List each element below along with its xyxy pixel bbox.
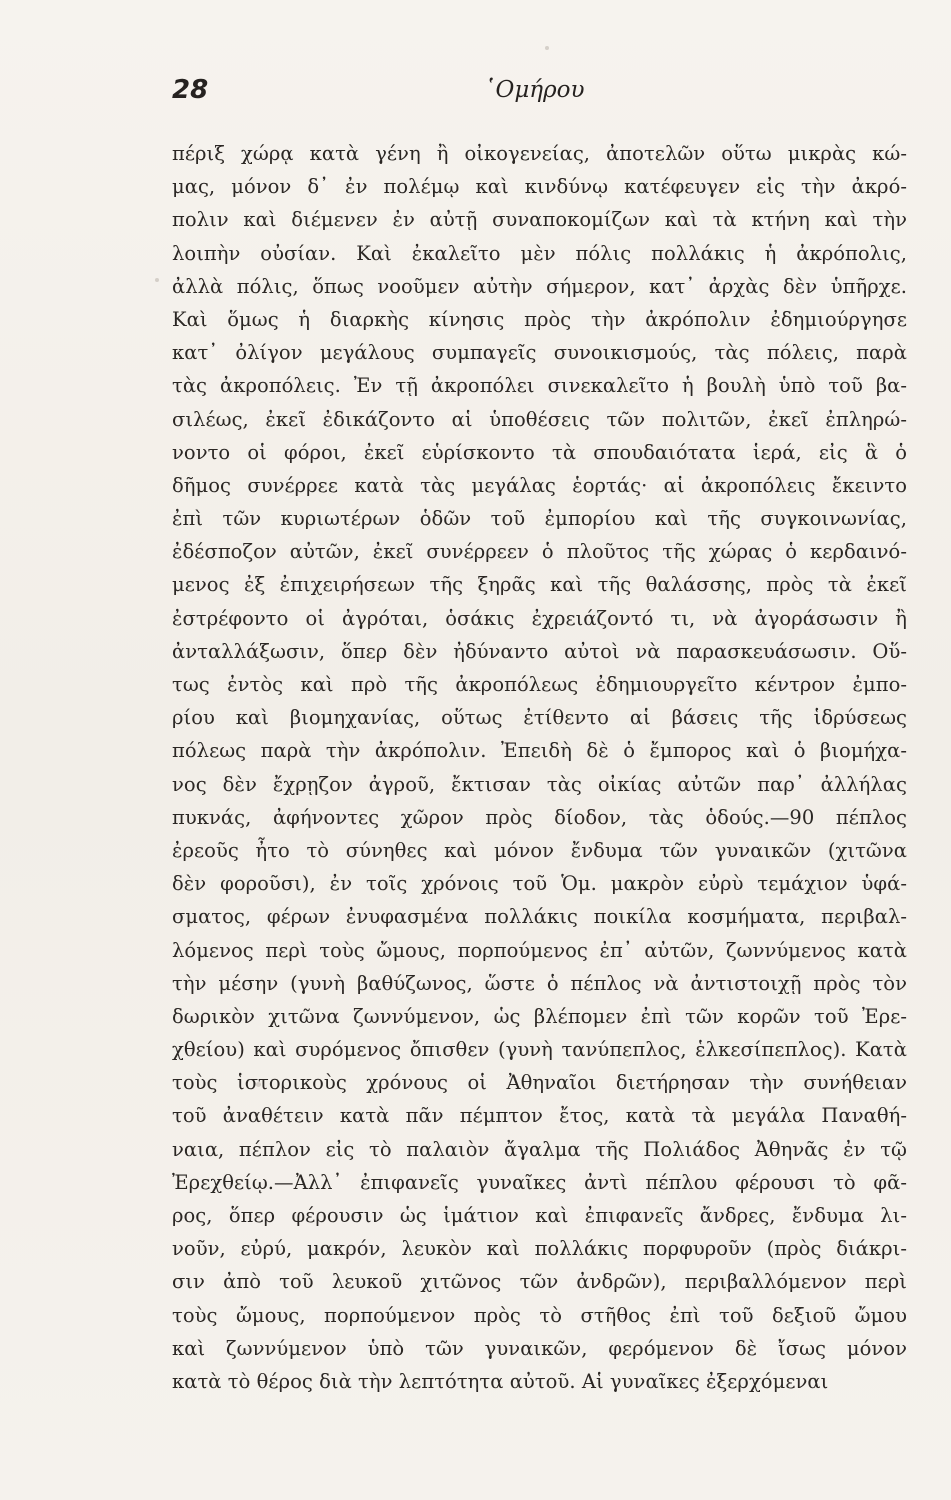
text-line: ρος, ὅπερ φέρουσιν ὡς ἱμάτιον καὶ ἐπιφανεῖς ἄνδρες, ἔνδυμα λι- xyxy=(172,1204,907,1227)
text-line: νοντο οἱ φόροι, ἐκεῖ εὑρίσκοντο τὰ σπουδαιότατα ἱερά, εἰς ἃ ὁ xyxy=(172,440,907,464)
text-line: ἐδέσποζον αὐτῶν, ἐκεῖ συνέρρεεν ὁ πλοῦτος τῆς χώρας ὁ κερδαινό- xyxy=(172,540,907,564)
text-line: νος δὲν ἔχρῃζον ἀγροῦ, ἔκτισαν τὰς οἰκίας αὐτῶν παρ᾽ ἀλλήλας xyxy=(172,772,907,796)
text-line: κατ᾽ ὀλίγον μεγάλους συμπαγεῖς συνοικισμούς, τὰς πόλεις, παρὰ xyxy=(172,341,907,365)
text-line: ἐπὶ τῶν κυριωτέρων ὁδῶν τοῦ ἐμπορίου καὶ τῆς συγκοινωνίας, xyxy=(172,507,907,531)
text-line: ἀλλὰ πόλις, ὅπως νοοῦμεν αὐτὴν σήμερον, κατ᾽ ἀρχὰς δὲν ὑπῆρχε. xyxy=(172,274,907,298)
text-line: τοὺς ὤμους, πορπούμενον πρὸς τὸ στῆθος ἐπὶ τοῦ δεξιοῦ ὤμου xyxy=(172,1303,907,1327)
text-line: σματος, φέρων ἐνυφασμένα πολλάκις ποικίλα κοσμήματα, περιβαλ- xyxy=(172,905,907,929)
text-line: χθείου) καὶ συρόμενος ὄπισθεν (γυνὴ τανύπεπλος, ἑλκεσίπεπλος). Κατὰ xyxy=(172,1038,907,1062)
text-line: τως ἐντὸς καὶ πρὸ τῆς ἀκροπόλεως ἐδημιουργεῖτο κέντρον ἐμπο- xyxy=(172,673,907,696)
text-line: νοῦν, εὐρύ, μακρόν, λευκὸν καὶ πολλάκις πορφυροῦν (πρὸς διάκρι- xyxy=(172,1237,907,1261)
text-line: Καὶ ὅμως ἡ διαρκὴς κίνησις πρὸς τὴν ἀκρόπολιν ἐδημιούργησε xyxy=(172,307,907,331)
body-text xyxy=(172,137,907,1398)
page-number: 28 xyxy=(172,75,209,105)
page-header xyxy=(172,72,907,112)
text-line: ἐρεοῦς ἦτο τὸ σύνηθες καὶ μόνον ἔνδυμα τῶν γυναικῶν (χιτῶνα xyxy=(172,838,907,862)
text-line: τὴν μέσην (γυνὴ βαθύζωνος, ὥστε ὁ πέπλος νὰ ἀντιστοιχῇ πρὸς τὸν xyxy=(172,971,907,995)
text-line: Ἐρεχθείῳ.—Ἀλλ᾽ ἐπιφανεῖς γυναῖκες ἀντὶ πέπλου φέρουσι τὸ φᾶ- xyxy=(172,1170,907,1194)
text-line: μενος ἐξ ἐπιχειρήσεων τῆς ξηρᾶς καὶ τῆς θαλάσσης, πρὸς τὰ ἐκεῖ xyxy=(172,573,907,597)
text-line: σιλέως, ἐκεῖ ἐδικάζοντο αἱ ὑποθέσεις τῶν πολιτῶν, ἐκεῖ ἐπληρώ- xyxy=(172,407,907,431)
text-line: πέριξ χώρᾳ κατὰ γένη ἢ οἰκογενείας, ἀποτελῶν οὕτω μικρὰς κώ- xyxy=(172,142,907,165)
text-line: ἐστρέφοντο οἱ ἀγρόται, ὁσάκις ἐχρειάζοντό τι, νὰ ἀγοράσωσιν ἢ xyxy=(172,606,907,630)
text-line: ναια, πέπλον εἰς τὸ παλαιὸν ἄγαλμα τῆς Πολιάδος Ἀθηνᾶς ἐν τῷ xyxy=(172,1137,907,1161)
text-line: τοῦ ἀναθέτειν κατὰ πᾶν πέμπτον ἔτος, κατὰ τὰ μεγάλα Παναθή- xyxy=(172,1104,907,1128)
text-line: σιν ἀπὸ τοῦ λευκοῦ χιτῶνος τῶν ἀνδρῶν), περιβαλλόμενον περὶ xyxy=(172,1270,907,1294)
text-line: μας, μόνον δ᾽ ἐν πολέμῳ καὶ κινδύνῳ κατέφευγεν εἰς τὴν ἀκρό- xyxy=(172,175,907,199)
text-line: πόλεως παρὰ τὴν ἀκρόπολιν. Ἐπειδὴ δὲ ὁ ἔμπορος καὶ ὁ βιομήχα- xyxy=(172,739,907,763)
text-line: δῆμος συνέρρεε κατὰ τὰς μεγάλας ἑορτάς· αἱ ἀκροπόλεις ἔκειντο xyxy=(172,473,907,497)
paper-speck xyxy=(545,46,549,50)
text-line: πολιν καὶ διέμενεν ἐν αὐτῇ συναποκομίζων καὶ τὰ κτήνη καὶ τὴν xyxy=(172,208,907,232)
text-line: κατὰ τὸ θέρος διὰ τὴν λεπτότητα αὐτοῦ. Αἱ γυναῖκες ἐξερχόμεναι xyxy=(172,1369,829,1393)
text-line: τὰς ἀκροπόλεις. Ἐν τῇ ἀκροπόλει σινεκαλεῖτο ἡ βουλὴ ὑπὸ τοῦ βα- xyxy=(172,374,907,398)
text-line: λόμενος περὶ τοὺς ὤμους, πορπούμενος ἐπ᾽ αὐτῶν, ζωννύμενος κατὰ xyxy=(172,938,907,962)
text-line: πυκνάς, ἀφήνοντες χῶρον πρὸς δίοδον, τὰς ὁδούς.—90 πέπλος xyxy=(172,805,907,829)
text-line: τοὺς ἱστορικοὺς χρόνους οἱ Ἀθηναῖοι διετήρησαν τὴν συνήθειαν xyxy=(172,1071,907,1095)
text-line: δωρικὸν χιτῶνα ζωννύμενον, ὡς βλέπομεν ἐπὶ τῶν κορῶν τοῦ Ἐρε- xyxy=(172,1004,907,1028)
text-line: ρίου καὶ βιομηχανίας, οὕτως ἐτίθεντο αἱ βάσεις τῆς ἱδρύσεως xyxy=(172,706,907,730)
text-line: καὶ ζωννύμενον ὑπὸ τῶν γυναικῶν, φερόμενον δὲ ἴσως μόνον xyxy=(172,1336,907,1360)
text-line: λοιπὴν οὐσίαν. Καὶ ἐκαλεῖτο μὲν πόλις πολλάκις ἡ ἀκρόπολις, xyxy=(172,241,907,265)
paper-speck xyxy=(155,278,159,282)
text-line: δὲν φοροῦσι), ἐν τοῖς χρόνοις τοῦ Ὁμ. μακρὸν εὐρὺ τεμάχιον ὑφά- xyxy=(172,872,907,896)
text-line: ἀνταλλάξωσιν, ὅπερ δὲν ἠδύναντο αὐτοὶ νὰ παρασκευάσωσιν. Οὕ- xyxy=(172,639,907,663)
running-title: ῾Ομήρου xyxy=(484,77,585,103)
